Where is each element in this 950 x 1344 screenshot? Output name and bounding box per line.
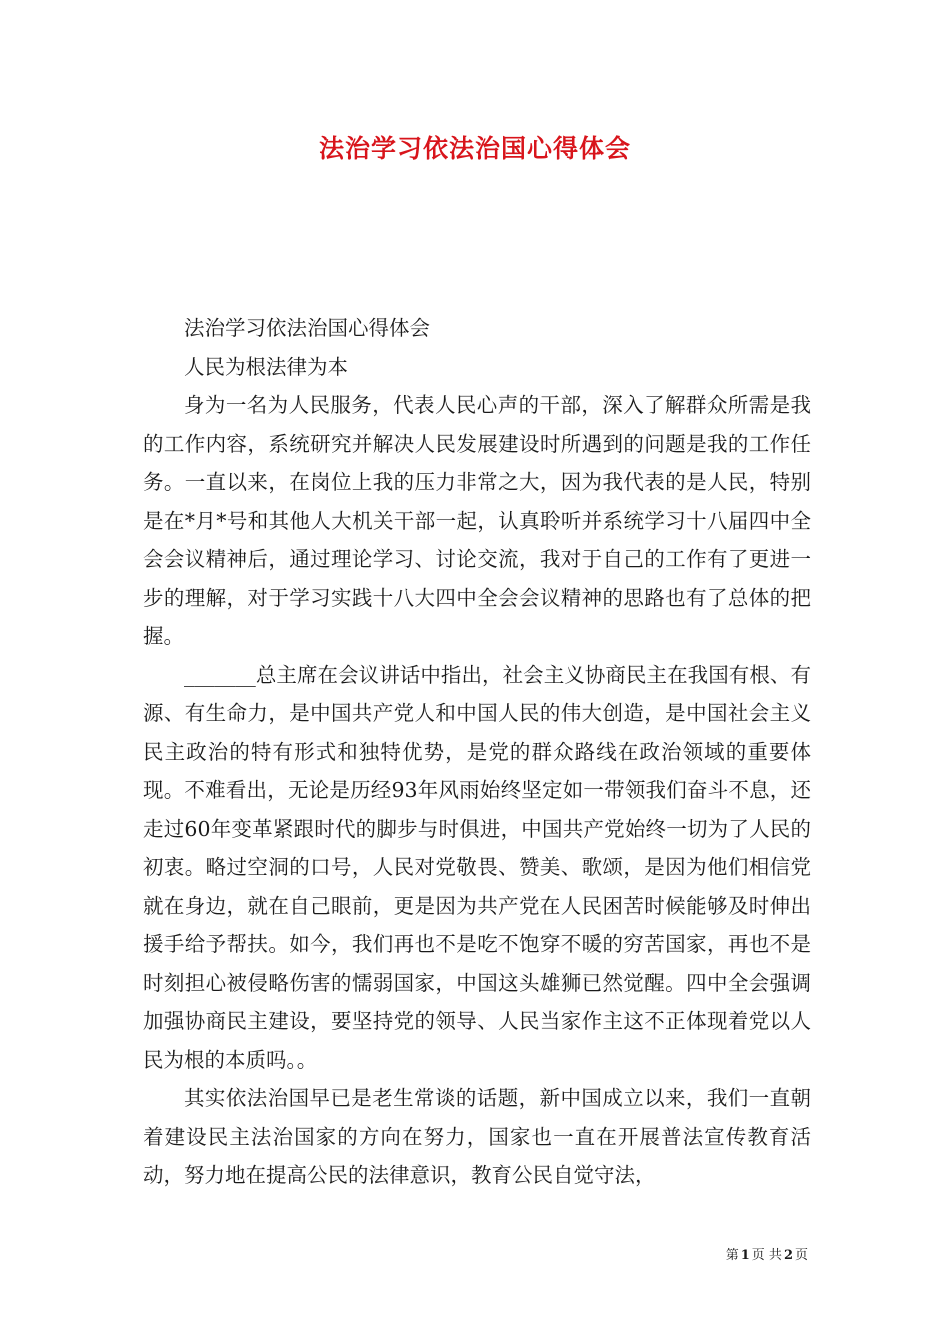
footer-current-page: 1 bbox=[740, 1248, 750, 1263]
paragraph-rule-of-law: 其实依法治国早已是老生常谈的话题，新中国成立以来，我们一直朝着建设民主法治国家的方向在努力，国家也一直在开展普法宣传教育活动，努力地在提高公民的法律意识，教育公民自觉守法， bbox=[143, 1086, 811, 1187]
paragraph-heading: 人民为根法律为本 bbox=[184, 354, 348, 379]
paragraph-intro: 身为一名为人民服务，代表人民心声的干部，深入了解群众所需是我的工作内容，系统研究并解决人民发展建设时所遇到的问题是我的工作任务。一直以来，在岗位上我的压力非常之大，因为我代表的是人民，特别是在*月*号和其他人大机关干部一起，认真聆听并系统学习十八届四中全会会议精神后，通过理论学习、讨论交流，我对于自己的工作有了更进一步的理解，对于学习实践十八大四中全会会议精神的思路也有了总体的把握。 bbox=[143, 393, 811, 648]
footer-middle: 页 共 bbox=[751, 1248, 782, 1263]
document-title: 法治学习依法治国心得体会 bbox=[318, 134, 631, 163]
footer-total-pages: 2 bbox=[783, 1248, 793, 1263]
paragraph-speech: _______总主席在会议讲话中指出，社会主义协商民主在我国有根、有源、有生命力，是中国共产党人和中国人民的伟大创造，是中国社会主义民主政治的特有形式和独特优势，是党的群众路线在政治领域的重要体现。不难看出，无论是历经93年风雨始终坚定如一带领我们奋斗不息，还走过60年变革紧跟时代的脚步与时俱进，中国共产党始终一切为了人民的初衷。略过空洞的口号，人民对党敬畏、赞美、歌颂，是因为他们相信党就在身边，就在自己眼前，更是因为共产党在人民困苦时候能够及时伸出援手给予帮扶。如今，我们再也不是吃不饱穿不暖的穷苦国家，再也不是时刻担心被侵略伤害的懦弱国家，中国这头雄狮已然觉醒。四中全会强调加强协商民主建设，要坚持党的领导、人民当家作主这不正体现着党以人民为根的本质吗。。 bbox=[143, 662, 811, 1072]
footer-prefix: 第 bbox=[725, 1248, 739, 1263]
page-number-footer bbox=[726, 1247, 808, 1265]
document-body bbox=[143, 309, 811, 1195]
footer-suffix: 页 bbox=[794, 1248, 808, 1263]
paragraph-subtitle: 法治学习依法治国心得体会 bbox=[184, 316, 430, 340]
